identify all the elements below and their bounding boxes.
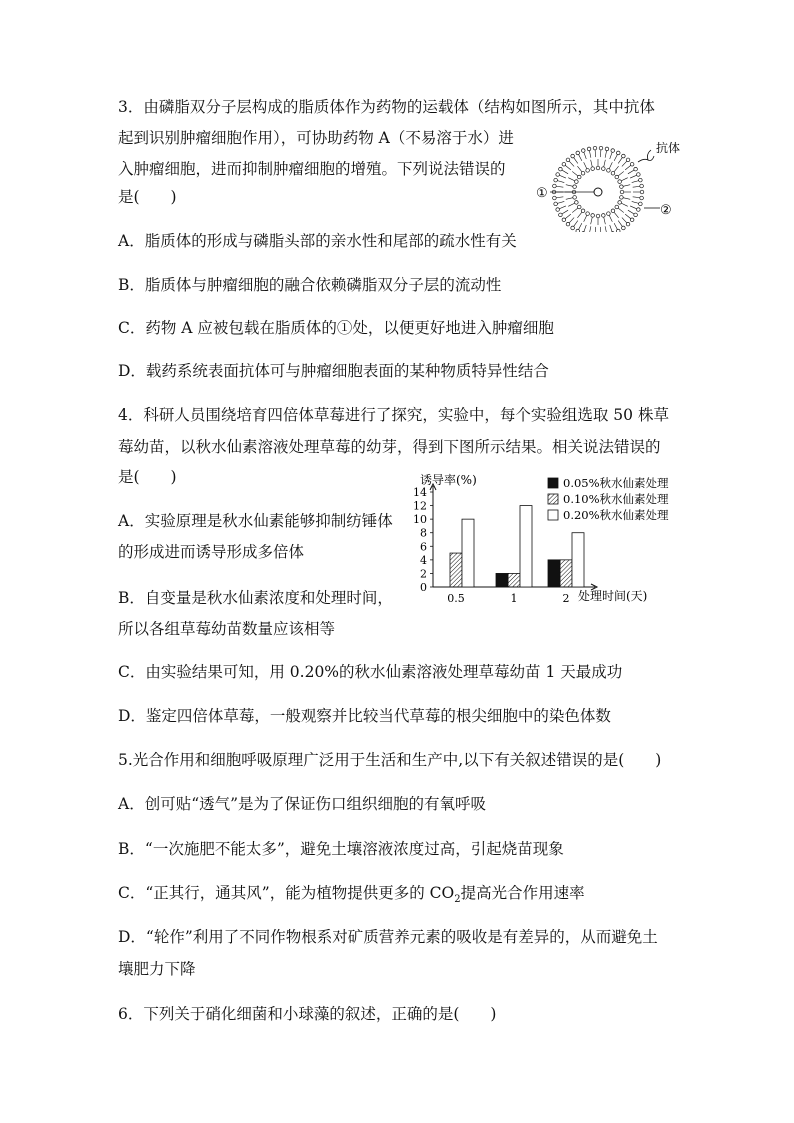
q4-option-b-line-1: B．自变量是秋水仙素浓度和处理时间， <box>118 589 393 607</box>
inner-phospholipid-head <box>620 196 624 200</box>
legend-swatch-3 <box>548 510 558 520</box>
legend-swatch-1 <box>548 478 558 488</box>
q5-option-c-subscript: 2 <box>454 894 461 906</box>
outer-phospholipid-head <box>556 208 560 212</box>
outer-phospholipid-tail <box>595 227 596 232</box>
outer-phospholipid-head <box>559 167 563 171</box>
chart-xlabel: 处理时间(天) <box>578 589 648 603</box>
outer-phospholipid-head <box>626 222 630 226</box>
q3-option-b: B．脂质体与肿瘤细胞的融合依赖磷脂双分子层的流动性 <box>118 276 502 294</box>
outer-phospholipid-head <box>640 190 644 194</box>
y-tick-label: 10 <box>413 513 427 527</box>
inner-phospholipid-head <box>620 190 624 194</box>
y-tick-label: 2 <box>420 567 427 581</box>
inner-phospholipid-head <box>618 201 622 205</box>
inner-phospholipid-head <box>602 214 606 218</box>
outer-phospholipid-head <box>637 208 641 212</box>
outer-phospholipid-head <box>616 229 620 232</box>
outer-phospholipid-head <box>630 218 634 222</box>
outer-phospholipid-head <box>634 167 638 171</box>
outer-phospholipid-head <box>640 184 644 188</box>
chart-x-categories <box>447 592 569 605</box>
label-antibody: 抗体 <box>656 141 681 155</box>
q4-option-b-line-2: 所以各组草莓幼苗数量应该相等 <box>118 620 336 638</box>
outer-phospholipid-head <box>616 151 620 155</box>
outer-phospholipid-tail <box>589 226 591 232</box>
q4-option-d: D．鉴定四倍体草莓，一般观察并比较当代草莓的根尖细胞中的染色体数 <box>118 707 611 725</box>
inner-phospholipid-head <box>586 169 590 173</box>
inner-phospholipid-head <box>620 185 624 189</box>
inner-phospholipid-head <box>577 175 581 179</box>
q5-option-d-line-2: 壤肥力下降 <box>118 960 196 978</box>
outer-phospholipid-tail <box>610 225 613 232</box>
bar-1-series-1 <box>496 573 508 587</box>
outer-phospholipid-head <box>634 213 638 217</box>
label-1-marker <box>594 188 602 196</box>
x-category-label: 1 <box>510 592 518 605</box>
outer-phospholipid-head <box>605 147 609 151</box>
outer-phospholipid-head <box>576 229 580 232</box>
q4-option-c: C．由实验结果可知，用 0.20%的秋水仙素溶液处理草莓幼苗 1 天最成功 <box>118 663 623 681</box>
outer-phospholipid-head <box>639 178 643 182</box>
legend-swatch-2 <box>548 494 558 504</box>
outer-phospholipid-head <box>566 222 570 226</box>
chart-ylabel: 诱导率(%) <box>420 473 477 487</box>
outer-phospholipid-head <box>611 149 615 153</box>
outer-phospholipid-head <box>630 162 634 166</box>
inner-phospholipid-head <box>591 167 595 171</box>
y-tick-label: 0 <box>420 581 427 594</box>
inner-phospholipid-head <box>575 180 579 184</box>
q4-option-a-line-1: A．实验原理是秋水仙素能够抑制纺锤体 <box>118 512 393 530</box>
inner-phospholipid-head <box>581 209 585 213</box>
bar-2-series-2 <box>560 560 572 587</box>
bar-0.5-series-2 <box>450 553 462 587</box>
antibody-icon <box>638 150 654 162</box>
q3-option-a: A．脂质体的形成与磷脂头部的亲水性和尾部的疏水性有关 <box>118 232 517 250</box>
inner-phospholipid-head <box>596 166 600 170</box>
q3-stem-line-1: 3．由磷脂双分子层构成的脂质体作为药物的运载体（结构如图所示，其中抗体 <box>118 98 655 116</box>
inner-phospholipid-head <box>575 201 579 205</box>
induction-rate-chart <box>400 470 700 606</box>
inner-phospholipid-head <box>618 180 622 184</box>
q5-option-b: B．“一次施肥不能太多”，避免土壤溶液浓度过高，引起烧苗现象 <box>118 840 564 858</box>
outer-phospholipid-head <box>637 173 641 177</box>
outer-phospholipid-tail <box>600 227 601 232</box>
outer-phospholipid-head <box>571 226 575 230</box>
inner-phospholipid-head <box>591 214 595 218</box>
legend-label-2: 0.10%秋水仙素处理 <box>563 492 669 506</box>
q5-stem: 5.光合作用和细胞呼吸原理广泛用于生活和生产中,以下有关叙述错误的是( ) <box>118 751 662 769</box>
outer-phospholipid-head <box>554 178 558 182</box>
q3-stem-line-2: 起到识别肿瘤细胞作用），可协助药物 A（不易溶于水）进 <box>118 129 514 147</box>
inner-phospholipid-head <box>573 196 577 200</box>
outer-phospholipid-head <box>622 154 626 158</box>
y-tick-label: 8 <box>420 526 427 540</box>
outer-phospholipid-head <box>639 202 643 206</box>
outer-phospholipid-head <box>562 218 566 222</box>
inner-phospholipid-head <box>586 212 590 216</box>
q3-option-c: C．药物 A 应被包载在脂质体的①处，以便更好地进入肿瘤细胞 <box>118 319 554 337</box>
outer-phospholipid-tail <box>605 226 607 232</box>
bar-0.5-series-3 <box>462 519 474 587</box>
x-category-label: 0.5 <box>447 592 465 605</box>
inner-phospholipid-head <box>611 171 615 175</box>
outer-phospholipid-head <box>562 162 566 166</box>
outer-phospholipid-head <box>576 151 580 155</box>
outer-phospholipid-head <box>599 146 603 150</box>
outer-phospholipid-head <box>593 146 597 150</box>
bar-1-series-3 <box>520 506 532 587</box>
outer-phospholipid-head <box>581 149 585 153</box>
legend-label-1: 0.05%秋水仙素处理 <box>563 476 669 490</box>
outer-phospholipid-head <box>554 202 558 206</box>
q5-option-d-line-1: D．“轮作”利用了不同作物根系对矿质营养元素的吸收是有差异的，从而避免土 <box>118 928 658 946</box>
q4-stem-line-3: 是( ) <box>118 468 177 486</box>
chart-ticks <box>413 486 433 594</box>
q5-option-c-text-end: 提高光合作用速率 <box>460 884 585 902</box>
q5-option-c-text: C．“正其行，通其风”，能为植物提供更多的 CO <box>118 884 455 902</box>
q5-option-a: A．创可贴“透气”是为了保证伤口组织细胞的有氧呼吸 <box>118 795 487 813</box>
q4-stem-line-1: 4．科研人员围绕培育四倍体草莓进行了探究，实验中，每个实验组选取 50 株草 <box>118 406 669 424</box>
bar-2-series-1 <box>548 560 560 587</box>
inner-phospholipid-head <box>596 214 600 218</box>
q3-stem-line-4: 是( ) <box>118 188 177 206</box>
outer-phospholipid-head <box>587 147 591 151</box>
y-tick-label: 6 <box>420 540 427 554</box>
inner-phospholipid-head <box>607 169 611 173</box>
outer-phospholipid-head <box>626 158 630 162</box>
chart-legend <box>548 476 669 522</box>
outer-phospholipid-head <box>553 184 557 188</box>
outer-phospholipid-head <box>556 173 560 177</box>
bar-2-series-3 <box>572 533 584 587</box>
outer-phospholipid-head <box>640 196 644 200</box>
inner-phospholipid-head <box>581 171 585 175</box>
label-1: ① <box>536 186 548 201</box>
q3-stem-line-3: 入肿瘤细胞，进而抑制肿瘤细胞的增殖。下列说法错误的 <box>118 160 506 178</box>
outer-phospholipid-head <box>553 196 557 200</box>
outer-phospholipid-head <box>571 154 575 158</box>
q4-stem-line-2: 莓幼苗，以秋水仙素溶液处理草莓的幼芽，得到下图所示结果。相关说法错误的 <box>118 438 661 456</box>
y-tick-label: 12 <box>413 499 427 513</box>
q4-option-a-line-2: 的形成进而诱导形成多倍体 <box>118 543 305 561</box>
bar-1-series-2 <box>508 573 520 587</box>
inner-phospholipid-head <box>602 167 606 171</box>
inner-phospholipid-head <box>577 205 581 209</box>
label-2: ② <box>660 203 672 218</box>
legend-label-3: 0.20%秋水仙素处理 <box>563 508 669 522</box>
outer-phospholipid-tail <box>583 225 586 232</box>
y-tick-label: 4 <box>420 553 427 567</box>
inner-phospholipid-head <box>573 185 577 189</box>
outer-phospholipid-head <box>566 158 570 162</box>
y-tick-label: 14 <box>413 486 427 499</box>
inner-phospholipid-head <box>607 212 611 216</box>
q3-option-d: D．载药系统表面抗体可与肿瘤细胞表面的某种物质特异性结合 <box>118 362 549 380</box>
inner-phospholipid-head <box>615 205 619 209</box>
outer-phospholipid-head <box>622 226 626 230</box>
x-category-label: 2 <box>562 592 570 605</box>
liposome-figure <box>528 132 688 232</box>
q6-stem: 6．下列关于硝化细菌和小球藻的叙述，正确的是( ) <box>118 1005 497 1023</box>
q5-option-c <box>118 882 585 911</box>
inner-phospholipid-head <box>611 209 615 213</box>
outer-phospholipid-head <box>559 213 563 217</box>
inner-phospholipid-head <box>615 175 619 179</box>
